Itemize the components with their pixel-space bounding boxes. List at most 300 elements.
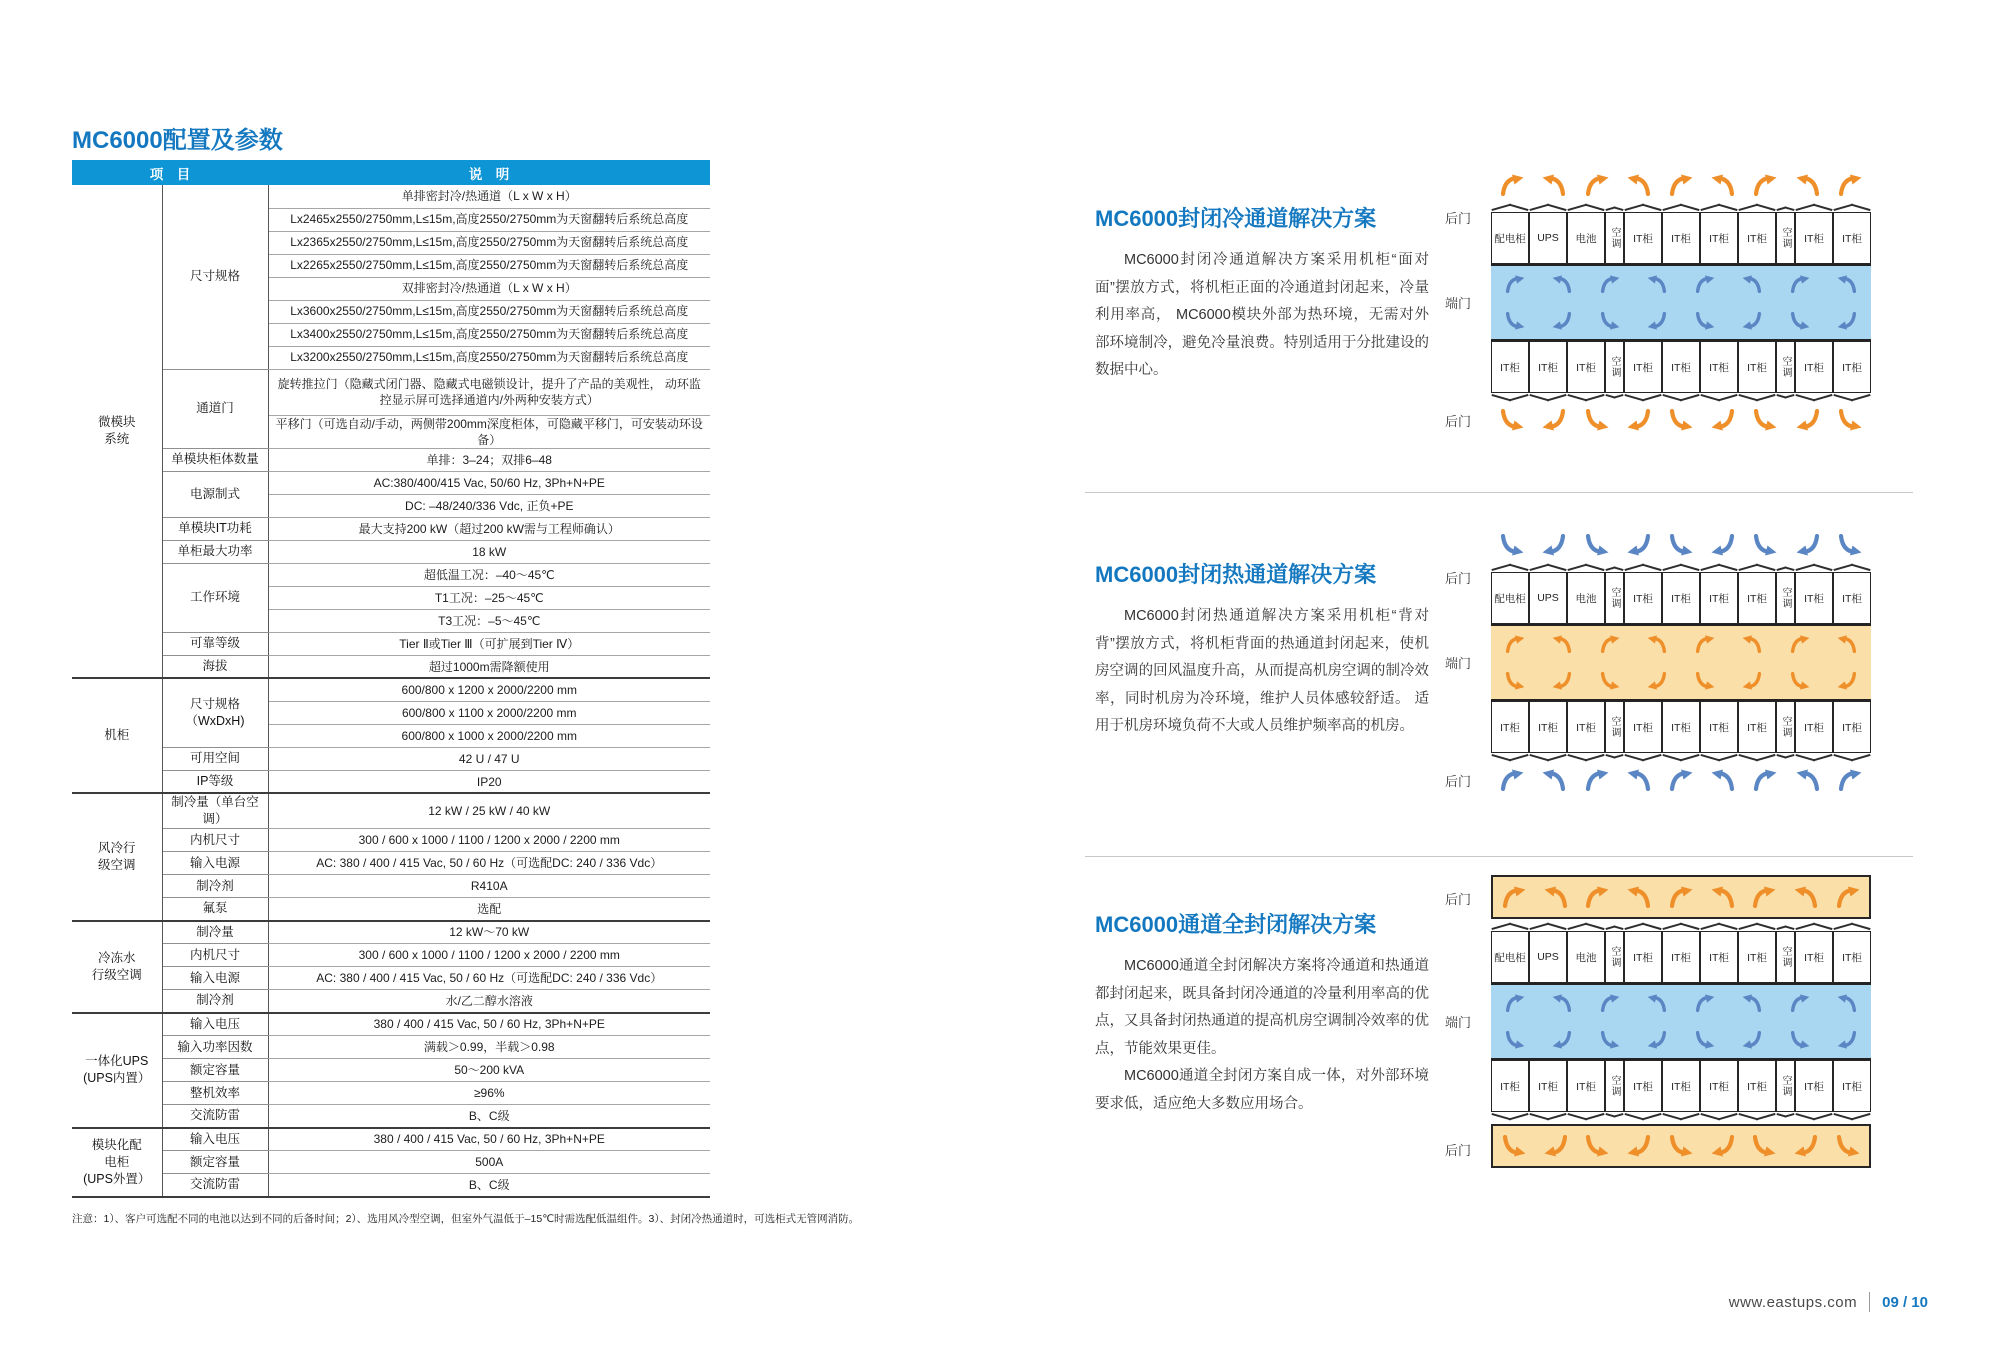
- cabinet-label: IT柜: [1709, 721, 1729, 734]
- cabinet-cell: [1833, 919, 1871, 983]
- item-cell: IP等级: [162, 770, 268, 793]
- table-row: [72, 898, 710, 921]
- cabinet-label: IT柜: [1500, 361, 1520, 374]
- cabinet-cell-ac: [1776, 560, 1795, 624]
- cabinet-label: 空调: [1609, 227, 1620, 249]
- outer-airflow: [1491, 530, 1871, 560]
- cabinet-box: [1795, 1060, 1833, 1112]
- table-row: [72, 1105, 710, 1128]
- table-row: [72, 1082, 710, 1105]
- airflow-arrow-icon: [1794, 886, 1818, 908]
- item-cell: 可靠等级: [162, 632, 268, 655]
- airflow-arrow-icon: [1647, 635, 1667, 653]
- cabinet-box: [1795, 931, 1833, 983]
- cabinet-box: [1700, 701, 1738, 753]
- cabinet-cell: [1738, 1060, 1776, 1124]
- desc-cell: 42 U / 47 U: [268, 747, 710, 770]
- aisle-diagram: [1443, 170, 1913, 435]
- cabinet-label: IT柜: [1633, 721, 1653, 734]
- cabinet-door-icon: [1491, 1112, 1529, 1124]
- airflow-arrow-icon: [1669, 534, 1693, 556]
- desc-cell: 600/800 x 1100 x 2000/2200 mm: [268, 701, 710, 724]
- table-row: [72, 185, 710, 208]
- cabinet-box: [1491, 701, 1529, 753]
- outer-airflow: [1491, 765, 1871, 795]
- airflow-arrow-icon: [1711, 886, 1735, 908]
- cabinet-box: [1605, 1060, 1624, 1112]
- cabinet-box: [1567, 212, 1605, 264]
- cabinet-label: 空调: [1780, 1075, 1791, 1097]
- cabinet-label: IT柜: [1842, 592, 1862, 605]
- cabinet-door-icon: [1776, 200, 1795, 212]
- cabinet-box: [1529, 1060, 1567, 1112]
- cabinet-cell: [1624, 560, 1662, 624]
- desc-cell: 满载＞0.99，半载＞0.98: [268, 1036, 710, 1059]
- cabinet-cell: [1700, 701, 1738, 765]
- cabinet-door-icon: [1833, 919, 1871, 931]
- hot-band: [1491, 875, 1871, 919]
- cabinet-cell: [1833, 1060, 1871, 1124]
- cabinet-door-icon: [1605, 200, 1624, 212]
- cabinet-label: IT柜: [1842, 721, 1862, 734]
- cabinet-box: [1491, 572, 1529, 624]
- cabinet-door-icon: [1776, 560, 1795, 572]
- table-row: [72, 563, 710, 586]
- table-row: [72, 770, 710, 793]
- cabinet-cell: [1662, 1060, 1700, 1124]
- cabinet-door-icon: [1529, 560, 1567, 572]
- airflow-arrows: [1491, 174, 1871, 196]
- cabinet-cell: [1624, 919, 1662, 983]
- page-footer: [1729, 1292, 1928, 1312]
- cabinet-door-icon: [1738, 919, 1776, 931]
- cabinet-label: IT柜: [1576, 361, 1596, 374]
- desc-cell: 超低温工况：–40～45℃: [268, 563, 710, 586]
- cabinet-label: IT柜: [1747, 1080, 1767, 1093]
- cabinet-label: IT柜: [1671, 361, 1691, 374]
- desc-cell: 最大支持200 kW（超过200 kW需与工程师确认）: [268, 517, 710, 540]
- airflow-arrow-icon: [1627, 409, 1651, 431]
- cabinet-door-icon: [1529, 393, 1567, 405]
- cabinet-cell: [1491, 341, 1529, 405]
- aisle-diagram: [1443, 875, 1913, 1168]
- desc-cell: AC:380/400/415 Vac, 50/60 Hz, 3Ph+N+PE: [268, 471, 710, 494]
- cabinet-door-icon: [1700, 1112, 1738, 1124]
- category-cell: 冷冻水 行级空调: [72, 921, 162, 1013]
- cabinet-box: [1567, 931, 1605, 983]
- airflow-arrow-icon: [1585, 886, 1609, 908]
- cabinet-box: [1567, 341, 1605, 393]
- cabinet-door-icon: [1624, 753, 1662, 765]
- airflow-arrow-icon: [1505, 635, 1525, 653]
- cabinet-cell: [1700, 1060, 1738, 1124]
- cabinet-row: [1491, 200, 1871, 264]
- cabinet-cell: [1662, 701, 1700, 765]
- cabinet-label: IT柜: [1633, 592, 1653, 605]
- table-row: [72, 448, 710, 471]
- solution-section: [1085, 498, 1915, 848]
- cabinet-cell: [1529, 701, 1567, 765]
- cabinet-door-icon: [1491, 200, 1529, 212]
- cabinet-box: [1624, 931, 1662, 983]
- cabinet-label: IT柜: [1633, 1080, 1653, 1093]
- desc-cell: 18 kW: [268, 540, 710, 563]
- airflow-arrow-icon: [1505, 312, 1525, 330]
- airflow-arrow-icon: [1742, 1031, 1762, 1049]
- hot-aisle: [1491, 624, 1871, 701]
- cabinet-box: [1833, 572, 1871, 624]
- cabinet-door-icon: [1624, 200, 1662, 212]
- airflow-arrow-icon: [1838, 174, 1862, 196]
- cabinet-box: [1605, 572, 1624, 624]
- diagram-main: [1491, 875, 1871, 1168]
- cabinet-door-icon: [1700, 393, 1738, 405]
- solution-paragraph: MC6000通道全封闭方案自成一体，对外部环境要求低，适应绝大多数应用场合。: [1095, 1068, 1429, 1112]
- spec-table: [72, 160, 710, 1198]
- cabinet-cell: [1738, 341, 1776, 405]
- solution-section: [1085, 862, 1915, 1212]
- airflow-arrow-icon: [1837, 672, 1857, 690]
- cabinet-cell: [1567, 1060, 1605, 1124]
- cabinet-label: IT柜: [1747, 721, 1767, 734]
- cabinet-label: IT柜: [1709, 592, 1729, 605]
- cabinet-label: 电池: [1575, 592, 1597, 605]
- cabinet-label: IT柜: [1804, 592, 1824, 605]
- airflow-arrows: [1491, 534, 1871, 556]
- solution-text: [1095, 558, 1429, 741]
- cabinet-door-icon: [1833, 393, 1871, 405]
- cabinet-cell: [1795, 200, 1833, 264]
- door-label-back-top: 后门: [1445, 211, 1472, 226]
- item-cell: 制冷剂: [162, 990, 268, 1013]
- desc-cell: 旋转推拉门（隐藏式闭门器、隐藏式电磁锁设计，提升了产品的美观性， 动环监控显示屏可选择通道内/外两种安装方式）: [268, 369, 710, 415]
- cabinet-box: [1776, 572, 1795, 624]
- desc-cell: 380 / 400 / 415 Vac, 50 / 60 Hz, 3Ph+N+PE: [268, 1128, 710, 1151]
- airflow-arrow-icon: [1585, 409, 1609, 431]
- category-cell: 风冷行 级空调: [72, 793, 162, 920]
- cabinet-cell: [1833, 701, 1871, 765]
- airflow-arrow-icon: [1695, 1031, 1715, 1049]
- cabinet-label: IT柜: [1747, 361, 1767, 374]
- airflow-arrow-icon: [1752, 1135, 1776, 1157]
- cabinet-label: IT柜: [1671, 951, 1691, 964]
- cabinet-box: [1491, 212, 1529, 264]
- airflow-arrow-icon: [1600, 275, 1620, 293]
- cabinet-box: [1738, 931, 1776, 983]
- cabinet-cell-ac: [1605, 560, 1624, 624]
- cabinet-label: IT柜: [1709, 361, 1729, 374]
- cabinet-door-icon: [1662, 393, 1700, 405]
- cabinet-door-icon: [1567, 919, 1605, 931]
- cabinet-door-icon: [1605, 560, 1624, 572]
- cabinet-door-icon: [1624, 560, 1662, 572]
- airflow-arrow-icon: [1753, 409, 1777, 431]
- table-row: [72, 967, 710, 990]
- page-number: 09 / 10: [1882, 1293, 1928, 1311]
- cabinet-label: IT柜: [1804, 721, 1824, 734]
- cabinet-door-icon: [1491, 393, 1529, 405]
- cabinet-label: IT柜: [1576, 1080, 1596, 1093]
- cabinet-label: 空调: [1780, 946, 1791, 968]
- cabinet-box: [1795, 212, 1833, 264]
- airflow-arrows: [1491, 769, 1871, 791]
- cabinet-box: [1833, 341, 1871, 393]
- cabinet-door-icon: [1624, 919, 1662, 931]
- cabinet-box: [1491, 1060, 1529, 1112]
- cabinet-box: [1776, 341, 1795, 393]
- item-cell: 额定容量: [162, 1059, 268, 1082]
- cabinet-door-icon: [1605, 753, 1624, 765]
- cabinet-box: [1605, 701, 1624, 753]
- cabinet-label: 空调: [1609, 716, 1620, 738]
- cabinet-label: IT柜: [1804, 951, 1824, 964]
- cabinet-label: IT柜: [1633, 951, 1653, 964]
- airflow-arrow-icon: [1647, 672, 1667, 690]
- table-row: [72, 517, 710, 540]
- cabinet-cell-ac: [1605, 341, 1624, 405]
- door-label-back-top: 后门: [1445, 571, 1472, 586]
- cabinet-label: IT柜: [1500, 1080, 1520, 1093]
- cabinet-cell: [1700, 919, 1738, 983]
- airflow-arrow-icon: [1600, 672, 1620, 690]
- category-cell: 机柜: [72, 678, 162, 793]
- cabinet-cell: [1529, 919, 1567, 983]
- airflow-arrow-icon: [1542, 409, 1566, 431]
- cabinet-cell: [1700, 200, 1738, 264]
- airflow-arrow-icon: [1500, 409, 1524, 431]
- airflow-arrow-icon: [1742, 994, 1762, 1012]
- airflow-arrow-icon: [1837, 994, 1857, 1012]
- cabinet-cell-ac: [1605, 701, 1624, 765]
- airflow-arrow-icon: [1505, 672, 1525, 690]
- cabinet-cell: [1795, 341, 1833, 405]
- airflow-arrow-icon: [1500, 174, 1524, 196]
- hot-band: [1491, 1124, 1871, 1168]
- airflow-arrow-icon: [1647, 1031, 1667, 1049]
- airflow-arrow-icon: [1627, 886, 1651, 908]
- item-cell: 输入电压: [162, 1013, 268, 1036]
- table-row: [72, 471, 710, 494]
- airflow-arrows: [1493, 1135, 1869, 1157]
- door-label-back-top: 后门: [1445, 892, 1472, 907]
- airflow-arrow-icon: [1600, 994, 1620, 1012]
- cabinet-cell: [1738, 200, 1776, 264]
- cabinet-box: [1662, 931, 1700, 983]
- airflow-arrow-icon: [1544, 1135, 1568, 1157]
- category-cell: 一体化UPS (UPS内置）: [72, 1013, 162, 1128]
- airflow-arrow-icon: [1669, 409, 1693, 431]
- item-cell: 单模块柜体数量: [162, 448, 268, 471]
- solution-section: [1085, 140, 1915, 490]
- airflow-arrow-icon: [1742, 312, 1762, 330]
- item-cell: 尺寸规格: [162, 185, 268, 369]
- cabinet-door-icon: [1795, 560, 1833, 572]
- cabinet-door-icon: [1567, 200, 1605, 212]
- cabinet-cell-ac: [1776, 701, 1795, 765]
- airflow-arrow-icon: [1711, 1135, 1735, 1157]
- cabinet-door-icon: [1662, 1112, 1700, 1124]
- cabinet-label: 配电柜: [1494, 592, 1526, 605]
- cabinet-door-icon: [1662, 919, 1700, 931]
- cabinet-row: [1491, 701, 1871, 765]
- cabinet-box: [1529, 341, 1567, 393]
- airflow-arrow-icon: [1837, 635, 1857, 653]
- item-cell: 尺寸规格 （WxDxH): [162, 678, 268, 747]
- cabinet-box: [1738, 341, 1776, 393]
- door-label-end: 端门: [1445, 296, 1472, 311]
- cabinet-box: [1491, 341, 1529, 393]
- table-row: [72, 875, 710, 898]
- cabinet-door-icon: [1491, 560, 1529, 572]
- airflow-arrow-icon: [1837, 1031, 1857, 1049]
- cabinet-door-icon: [1795, 1112, 1833, 1124]
- item-cell: 内机尺寸: [162, 829, 268, 852]
- item-cell: 通道门: [162, 369, 268, 448]
- desc-cell: T3工况：–5～45℃: [268, 609, 710, 632]
- airflow-arrow-icon: [1836, 1135, 1860, 1157]
- desc-cell: 12 kW / 25 kW / 40 kW: [268, 793, 710, 828]
- cabinet-door-icon: [1700, 919, 1738, 931]
- cabinet-label: 空调: [1780, 716, 1791, 738]
- airflow-arrow-icon: [1695, 275, 1715, 293]
- section-divider: [1085, 856, 1913, 857]
- desc-cell: 单排：3–24；双排6–48: [268, 448, 710, 471]
- desc-cell: 300 / 600 x 1000 / 1100 / 1200 x 2000 / 2200 mm: [268, 944, 710, 967]
- airflow-arrow-icon: [1790, 635, 1810, 653]
- note-text: 注意：1）、客户可选配不同的电池以达到不同的后备时间；2）、选用风冷型空调，但室外气温低于–15℃时需选配低温组件。3）、封闭冷热通道时，可选柜式无管网消防。: [72, 1212, 860, 1225]
- item-cell: 氟泵: [162, 898, 268, 921]
- airflow-arrow-icon: [1753, 534, 1777, 556]
- airflow-arrow-icon: [1600, 1031, 1620, 1049]
- item-cell: 单柜最大功率: [162, 540, 268, 563]
- desc-cell: 300 / 600 x 1000 / 1100 / 1200 x 2000 / 2200 mm: [268, 829, 710, 852]
- cabinet-door-icon: [1776, 753, 1795, 765]
- desc-cell: 平移门（可选自动/手动，两侧带200mm深度柜体，可隐藏平移门，可安装动环设备）: [268, 415, 710, 448]
- cabinet-door-icon: [1567, 1112, 1605, 1124]
- cabinet-door-icon: [1833, 560, 1871, 572]
- table-row: [72, 1036, 710, 1059]
- spec-table-section: [72, 160, 860, 1226]
- cabinet-cell-ac: [1605, 200, 1624, 264]
- cabinet-box: [1662, 212, 1700, 264]
- airflow-arrow-icon: [1552, 672, 1572, 690]
- cabinet-cell: [1738, 701, 1776, 765]
- cabinet-label: 空调: [1609, 356, 1620, 378]
- cabinet-door-icon: [1738, 393, 1776, 405]
- airflow-arrow-icon: [1600, 312, 1620, 330]
- cabinet-box: [1833, 1060, 1871, 1112]
- airflow-arrows: [1493, 886, 1869, 908]
- airflow-arrow-icon: [1790, 672, 1810, 690]
- airflow-arrow-icon: [1500, 769, 1524, 791]
- door-label-end: 端门: [1445, 656, 1472, 671]
- cabinet-door-icon: [1776, 1112, 1795, 1124]
- cabinet-door-icon: [1833, 200, 1871, 212]
- desc-cell: 单排密封冷/热通道（L x W x H）: [268, 185, 710, 208]
- airflow-arrow-icon: [1695, 312, 1715, 330]
- table-row: [72, 747, 710, 770]
- cabinet-cell-ac: [1605, 1060, 1624, 1124]
- airflow-arrow-icon: [1542, 769, 1566, 791]
- cabinet-box: [1738, 212, 1776, 264]
- cabinet-door-icon: [1529, 1112, 1567, 1124]
- airflow-arrow-icon: [1585, 769, 1609, 791]
- cabinet-cell: [1624, 341, 1662, 405]
- page-title: MC6000配置及参数: [72, 127, 283, 154]
- cabinet-door-icon: [1738, 560, 1776, 572]
- cabinet-box: [1776, 701, 1795, 753]
- airflow-arrow-icon: [1752, 886, 1776, 908]
- cabinet-label: 空调: [1780, 227, 1791, 249]
- cabinet-door-icon: [1833, 753, 1871, 765]
- airflow-arrow-icon: [1552, 275, 1572, 293]
- desc-cell: IP20: [268, 770, 710, 793]
- table-header-row: [72, 160, 710, 185]
- cabinet-cell: [1662, 341, 1700, 405]
- cabinet-cell: [1491, 919, 1529, 983]
- airflow-arrow-icon: [1695, 994, 1715, 1012]
- cabinet-door-icon: [1776, 393, 1795, 405]
- item-cell: 输入功率因数: [162, 1036, 268, 1059]
- cabinet-cell: [1624, 1060, 1662, 1124]
- cabinet-cell: [1491, 200, 1529, 264]
- cabinet-box: [1776, 931, 1795, 983]
- cabinet-cell: [1529, 560, 1567, 624]
- airflow-arrow-icon: [1796, 174, 1820, 196]
- airflow-arrow-icon: [1505, 994, 1525, 1012]
- cabinet-door-icon: [1776, 919, 1795, 931]
- airflow-arrow-icon: [1627, 769, 1651, 791]
- airflow-arrow-icon: [1753, 174, 1777, 196]
- cabinet-door-icon: [1624, 393, 1662, 405]
- cabinet-label: IT柜: [1500, 721, 1520, 734]
- cabinet-row: [1491, 341, 1871, 405]
- cabinet-box: [1529, 572, 1567, 624]
- cabinet-box: [1605, 341, 1624, 393]
- item-cell: 海拔: [162, 655, 268, 678]
- cabinet-door-icon: [1662, 200, 1700, 212]
- cabinet-cell: [1567, 560, 1605, 624]
- table-row: [72, 1174, 710, 1197]
- airflow-arrow-icon: [1790, 275, 1810, 293]
- cabinet-box: [1567, 701, 1605, 753]
- cabinet-box: [1795, 572, 1833, 624]
- airflow-arrows: [1491, 663, 1871, 700]
- cabinet-box: [1529, 701, 1567, 753]
- desc-cell: 380 / 400 / 415 Vac, 50 / 60 Hz, 3Ph+N+PE: [268, 1013, 710, 1036]
- cabinet-label: IT柜: [1804, 232, 1824, 245]
- airflow-arrows: [1491, 266, 1871, 303]
- solution-paragraph: MC6000通道全封闭解决方案将冷通道和热通道都封闭起来，既具备封闭冷通道的冷量利用率高的优点，又具备封闭热通道的提高机房空调制冷效率的优点，节能效果更佳。: [1095, 958, 1429, 1057]
- cabinet-cell: [1700, 560, 1738, 624]
- cabinet-cell: [1738, 560, 1776, 624]
- cabinet-door-icon: [1738, 1112, 1776, 1124]
- cabinet-box: [1662, 701, 1700, 753]
- cabinet-label: IT柜: [1804, 1080, 1824, 1093]
- desc-cell: 水/乙二醇水溶液: [268, 990, 710, 1013]
- airflow-arrow-icon: [1502, 1135, 1526, 1157]
- solution-text: [1095, 202, 1429, 385]
- cabinet-box: [1491, 931, 1529, 983]
- airflow-arrow-icon: [1647, 275, 1667, 293]
- airflow-arrow-icon: [1838, 409, 1862, 431]
- cabinet-door-icon: [1529, 753, 1567, 765]
- desc-cell: R410A: [268, 875, 710, 898]
- airflow-arrow-icon: [1647, 312, 1667, 330]
- cabinet-label: IT柜: [1538, 361, 1558, 374]
- cabinet-label: IT柜: [1709, 1080, 1729, 1093]
- cabinet-cell: [1795, 560, 1833, 624]
